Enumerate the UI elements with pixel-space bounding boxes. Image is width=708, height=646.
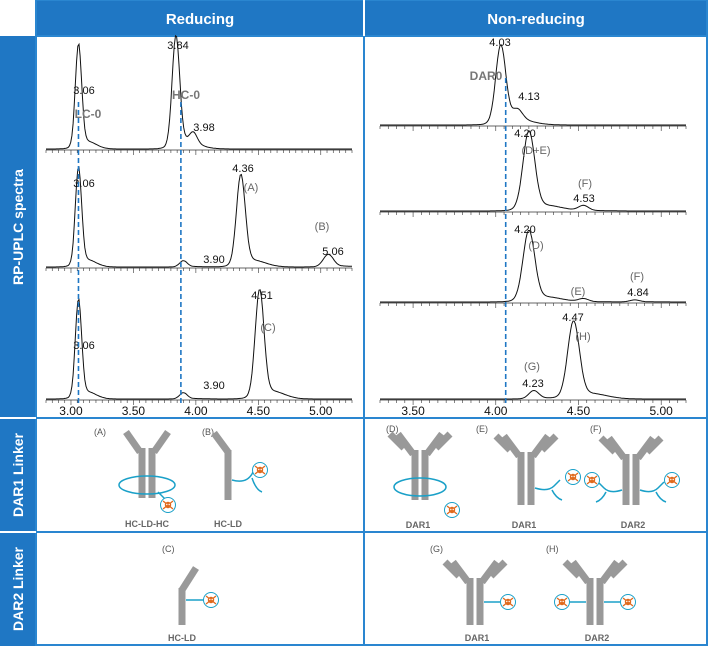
peak-label: 4.36: [232, 163, 254, 175]
peak-label: 3.06: [73, 340, 95, 352]
peak-name: (F): [629, 271, 645, 283]
peak-name: LC-0: [74, 107, 102, 121]
peak-name: (C): [260, 322, 276, 334]
schematic-letter: (C): [162, 544, 175, 554]
peak-name: (A): [243, 182, 259, 194]
schematic-reducing-dar1: [94, 427, 268, 529]
peak-label: 3.98: [193, 122, 215, 134]
schematic-caption: DAR1: [405, 520, 431, 530]
x-tick-label: 4.00: [484, 404, 508, 418]
peak-label: 4.20: [514, 224, 536, 236]
x-tick-label: 3.50: [121, 404, 146, 418]
peak-label: 4.53: [573, 193, 595, 205]
peak-name: (F): [577, 178, 593, 190]
x-tick-label: 3.00: [59, 404, 83, 418]
x-tick-label: 4.50: [566, 404, 591, 418]
peak-label: 4.03: [489, 37, 511, 49]
peak-label: 3.06: [73, 85, 95, 97]
schematic-caption: HC-LD-HC: [125, 519, 169, 529]
row-label-dar2: DAR2 Linker: [10, 546, 26, 632]
x-tick-label: 5.00: [309, 404, 333, 418]
peak-label: 3.90: [203, 254, 225, 266]
peak-name: DAR0: [469, 69, 503, 83]
antibody-icon: [565, 562, 625, 625]
peak-name: (G): [524, 361, 540, 373]
header-non-reducing: Non-reducing: [487, 11, 585, 28]
schematic-nonreducing-dar2: [430, 544, 636, 643]
payload-icon: [501, 595, 516, 610]
peak-label: 4.84: [627, 287, 649, 299]
peak-name: (H): [575, 331, 591, 343]
peak-label: 4.51: [251, 290, 273, 302]
x-tick-label: 4.00: [184, 404, 208, 418]
chromatogram-trace: [380, 45, 686, 125]
schematic-letter: (D): [386, 424, 399, 434]
row-label-dar1: DAR1 Linker: [10, 432, 26, 518]
chart-non-reducing: [380, 37, 686, 418]
row-label-spectra: RP-UPLC spectra: [10, 169, 26, 285]
peak-name: (D): [528, 240, 544, 252]
antibody-icon: [445, 562, 505, 625]
schematic-letter: (E): [476, 424, 488, 434]
antibody-icon: [601, 438, 661, 505]
schematic-letter: (F): [590, 424, 602, 434]
peak-name: HC-0: [171, 88, 201, 102]
payload-icon: [555, 595, 570, 610]
peak-label: 3.90: [203, 380, 225, 392]
schematic-nonreducing-dar1: [386, 424, 680, 530]
payload-icon: [566, 470, 581, 485]
schematic-letter: (A): [94, 427, 106, 437]
header-reducing: Reducing: [165, 11, 235, 28]
payload-icon: [253, 463, 268, 478]
schematic-reducing-dar2: [162, 544, 219, 643]
schematic-caption: DAR1: [464, 633, 490, 643]
x-tick-label: 4.50: [246, 404, 271, 418]
heavy-chain-icon: [214, 433, 228, 500]
x-tick-label: 5.00: [649, 404, 673, 418]
schematic-letter: (H): [546, 544, 559, 554]
schematic-caption: DAR1: [511, 520, 537, 530]
peak-name: (E): [570, 286, 586, 298]
peak-label: 4.47: [562, 312, 584, 324]
schematic-caption: DAR2: [620, 520, 646, 530]
heavy-chain-icon: [182, 568, 196, 625]
peak-label: 5.06: [322, 246, 344, 258]
peak-label: 3.84: [167, 40, 189, 52]
payload-icon: [204, 593, 219, 608]
payload-icon: [621, 595, 636, 610]
schematic-caption: HC-LD: [168, 633, 196, 643]
antibody-icon: [496, 436, 556, 505]
antibody-icon: [390, 434, 450, 500]
payload-icon: [445, 503, 460, 518]
peak-name: (D+E): [521, 145, 551, 157]
schematic-caption: DAR2: [584, 633, 610, 643]
chart-reducing: [46, 36, 352, 418]
antibody-icon: [126, 432, 168, 498]
peak-label: 4.23: [522, 378, 544, 390]
peak-label: 4.20: [514, 128, 536, 140]
payload-icon: [585, 473, 600, 488]
payload-icon: [161, 498, 176, 513]
schematic-letter: (G): [430, 544, 443, 554]
linker-icon: [119, 476, 175, 494]
peak-label: 4.13: [518, 91, 540, 103]
x-tick-label: 3.50: [401, 404, 425, 418]
schematic-letter: (B): [202, 427, 214, 437]
chromatogram-trace: [380, 131, 686, 211]
schematic-caption: HC-LD: [214, 519, 242, 529]
peak-label: 3.06: [73, 178, 95, 190]
payload-icon: [665, 473, 680, 488]
peak-name: (B): [314, 221, 330, 233]
